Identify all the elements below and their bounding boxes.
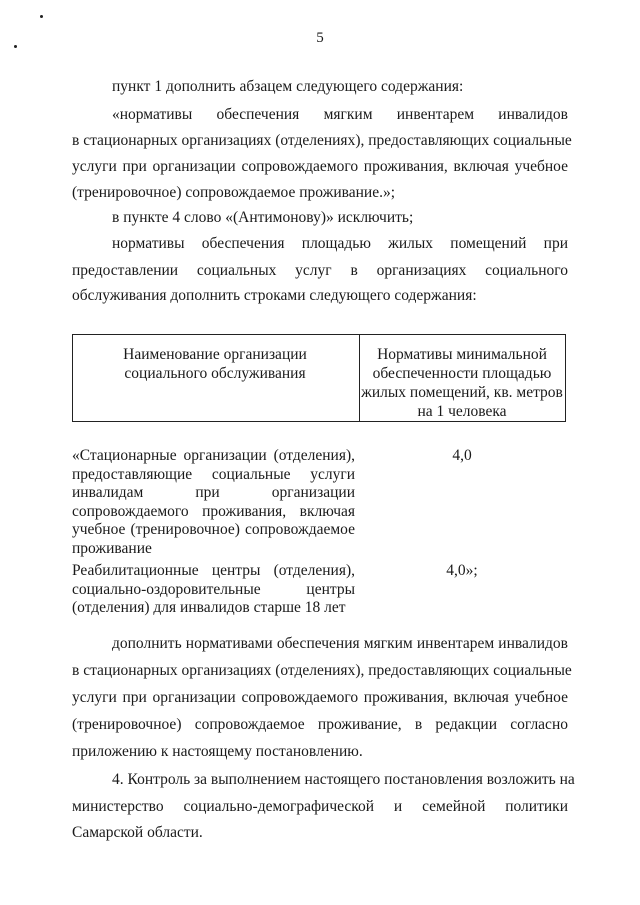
paragraph-line: предоставлении социальных услуг в организациях социального [72, 262, 568, 279]
table-cell-line: сопровождаемого проживания, включая [72, 502, 355, 520]
table-cell-line: «Стационарные организации (отделения), [72, 447, 355, 464]
table-header-organization: Наименование организации социального обслуживания [123, 346, 307, 382]
table-row-value: 4,0 [452, 447, 472, 464]
table-cell-line: проживание [72, 539, 152, 557]
paragraph-line: в стационарных организациях (отделениях), предоставляющих социальные [72, 132, 572, 149]
table-cell-line: учебное (тренировочное) сопровождаемое [72, 521, 355, 538]
table-cell-line: Реабилитационные центры (отделения), [72, 562, 355, 579]
paragraph-line: услуги при организации сопровождаемого проживания, включая учебное [72, 689, 568, 706]
table-row-value: 4,0»; [446, 562, 478, 579]
table-header-norms: Нормативы минимальной обеспеченности площадью жилых помещений, кв. метров на 1 человека [361, 346, 563, 420]
paragraph-line: «нормативы обеспечения мягким инвентарем инвалидов [112, 106, 568, 123]
table-cell-line: инвалидам при организации [72, 484, 355, 501]
table-row-name [72, 447, 355, 558]
paragraph-line: приложению к настоящему постановлению. [72, 743, 363, 760]
paragraph-line: Самарской области. [72, 824, 203, 841]
paragraph-line: обслуживания дополнить строками следующего содержания: [72, 287, 477, 304]
scan-dot [40, 15, 43, 18]
page-number: 5 [316, 30, 324, 46]
paragraph-line: дополнить нормативами обеспечения мягким инвентарем инвалидов [112, 635, 568, 652]
paragraph-intro: пункт 1 дополнить абзацем следующего содержания: [112, 78, 464, 95]
table-row-name [72, 562, 355, 618]
paragraph-line: в стационарных организациях (отделениях), предоставляющих социальные [72, 662, 572, 679]
paragraph-line: министерство социально-демографической и семейной политики [72, 798, 568, 815]
paragraph-line: (тренировочное) сопровождаемое проживание.»; [72, 184, 396, 201]
paragraph-line: 4. Контроль за выполнением настоящего постановления возложить на [112, 771, 575, 788]
table-cell-line: предоставляющие социальные услуги [72, 465, 355, 483]
paragraph-line: нормативы обеспечения площадью жилых помещений при [112, 235, 568, 252]
paragraph-clause-4: в пункте 4 слово «(Антимонову)» исключить; [112, 209, 414, 226]
paragraph-line: услуги при организации сопровождаемого проживания, включая учебное [72, 158, 568, 175]
table-cell-line: социально-оздоровительные центры [72, 580, 355, 598]
paragraph-line: (тренировочное) сопровождаемое проживание, в редакции согласно [72, 716, 568, 733]
table-cell-line: (отделения) для инвалидов старше 18 лет [72, 599, 346, 616]
